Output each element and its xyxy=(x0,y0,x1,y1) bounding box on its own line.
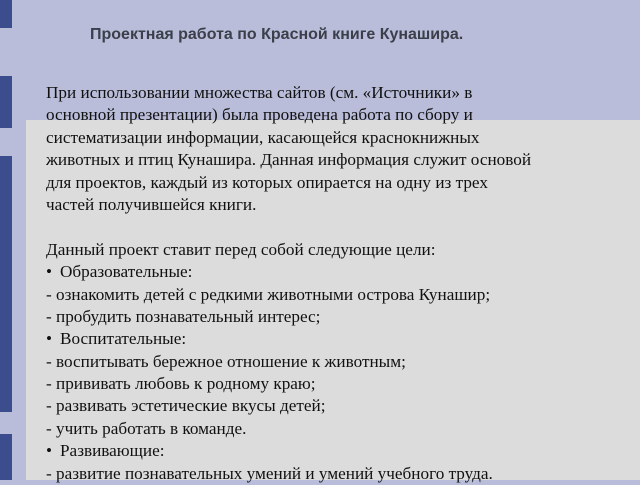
goal-item: - ознакомить детей с редкими животными острова Кунашир; xyxy=(46,284,491,304)
goal-heading-educational xyxy=(46,261,614,283)
goal-heading-label: Воспитательные: xyxy=(60,329,187,349)
goal-item: - пробудить познавательный интерес; xyxy=(46,306,321,326)
bullet-icon: • xyxy=(46,329,53,349)
goal-heading-developmental xyxy=(46,440,614,462)
goal-heading-label: Образовательные: xyxy=(60,262,193,282)
goal-item: - развивать эстетические вкусы детей; xyxy=(46,396,326,416)
goals-intro: Данный проект ставит перед собой следующие цели: xyxy=(46,239,436,259)
paragraph-gap xyxy=(46,216,614,238)
goal-item: - прививать любовь к родному краю; xyxy=(46,374,316,394)
edge-bar-top xyxy=(0,0,12,28)
intro-line: При использовании множества сайтов (см. «Источники» в xyxy=(46,83,473,102)
slide-body xyxy=(46,82,614,485)
goal-item: - развитие познавательных умений и умений учебного труда. xyxy=(46,463,493,483)
goal-item: - воспитывать бережное отношение к животным; xyxy=(46,351,406,371)
slide-title: Проектная работа по Красной книге Кунашира. xyxy=(90,26,464,43)
goal-item: - учить работать в команде. xyxy=(46,418,247,438)
intro-line: для проектов, каждый из которых опирается на одну из трех xyxy=(46,172,488,192)
bullet-icon: • xyxy=(46,441,53,461)
intro-line: основной презентации) была проведена работа по сбору и xyxy=(46,105,473,125)
intro-line: систематизации информации, касающейся краснокнижных xyxy=(46,127,480,147)
bullet-icon: • xyxy=(46,262,53,282)
goal-heading-label: Развивающие: xyxy=(60,441,165,461)
intro-line: животных и птиц Кунашира. Данная информация служит основой xyxy=(46,150,532,170)
edge-bar-middle xyxy=(0,156,12,412)
goal-heading-upbringing xyxy=(46,328,614,350)
intro-line: частей получившейся книги. xyxy=(46,194,257,214)
edge-bar-upper xyxy=(0,76,12,128)
edge-bar-bottom xyxy=(0,434,12,480)
